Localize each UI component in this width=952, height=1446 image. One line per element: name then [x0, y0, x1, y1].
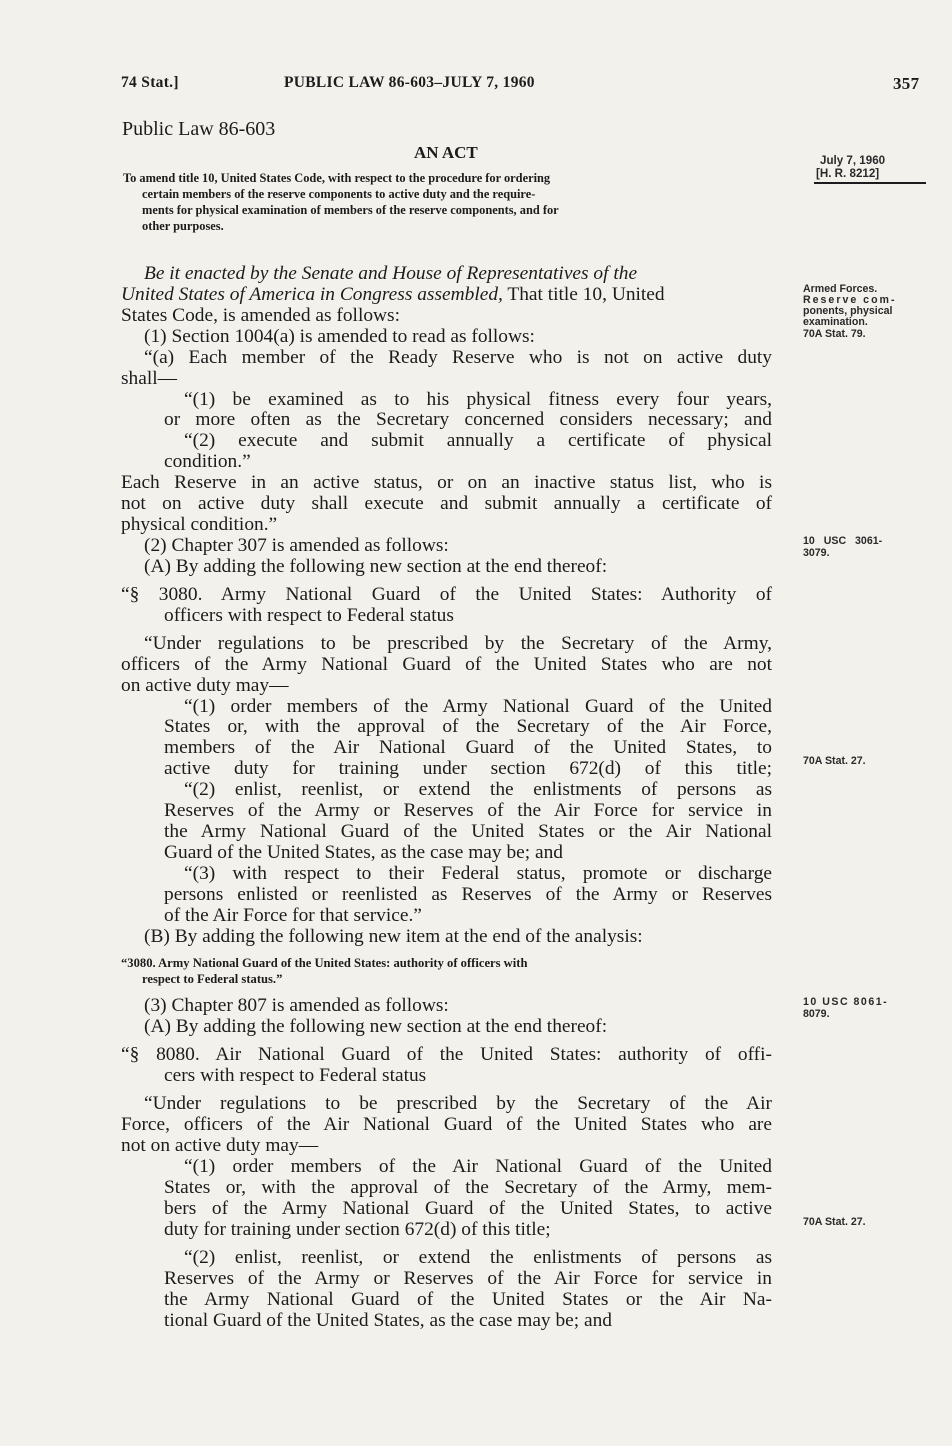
text-line: States Code, is amended as follows: [121, 305, 400, 326]
text-line: “(2) enlist, reenlist, or extend the enlistments of persons as [184, 1247, 772, 1268]
text-line: Force, officers of the Air National Guard of the United States who are [121, 1114, 772, 1135]
text-line: officers of the Army National Guard of the United States who are not [121, 654, 772, 675]
text-line: “Under regulations to be prescribed by the Secretary of the Air [144, 1093, 772, 1114]
purpose-line: To amend title 10, United States Code, with respect to the procedure for ordering [123, 171, 551, 185]
text-line: or more often as the Secretary concerned considers necessary; and [164, 409, 772, 430]
purpose-line: other purposes. [142, 219, 224, 233]
text-line: (A) By adding the following new section at the end thereof: [144, 556, 608, 577]
section-heading: “§ 8080. Air National Guard of the United States: authority of offi- [121, 1044, 772, 1065]
text-line: active duty for training under section 672(d) of this title; [164, 758, 772, 779]
text-line: “(1) order members of the Army National Guard of the United [184, 696, 772, 717]
enacting-roman: That title 10, United [502, 284, 665, 305]
bill-number: [H. R. 8212] [816, 167, 880, 180]
text-line: Reserves of the Army or Reserves of the Air Force for service in [164, 800, 772, 821]
text-line: Reserves of the Army or Reserves of the Air Force for service in [164, 1268, 772, 1289]
text-line: States or, with the approval of the Secretary of the Army, mem- [164, 1177, 772, 1198]
section-heading: “§ 3080. Army National Guard of the United States: Authority of [121, 584, 772, 605]
text-line: (1) Section 1004(a) is amended to read as follows: [144, 326, 535, 347]
note-line: examination. [803, 316, 868, 328]
text-line: “(1) be examined as to his physical fitness every four years, [184, 389, 772, 410]
enacting-clause: Be it enacted by the Senate and House of Representatives of the [144, 263, 638, 284]
text-line: the Army National Guard of the United States or the Air National [164, 821, 772, 842]
text-line: “(3) with respect to their Federal status, promote or discharge [184, 863, 772, 884]
text-line: “(2) enlist, reenlist, or extend the enlistments of persons as [184, 779, 772, 800]
text-line: persons enlisted or reenlisted as Reserves of the Army or Reserves [164, 884, 772, 905]
note-line: 10 USC 8061- [803, 996, 889, 1008]
section-heading: cers with respect to Federal status [164, 1065, 427, 1086]
public-law-number: Public Law 86-603 [122, 118, 276, 140]
note-line: 8079. [803, 1008, 830, 1020]
enacting-italic: United States of America in Congress assembled, [121, 284, 503, 305]
text-line: tional Guard of the United States, as the case may be; and [164, 1310, 613, 1331]
note-line: 10 USC 3061- [803, 535, 883, 547]
volume-reference: 74 Stat.] [121, 74, 179, 91]
note-line: 70A Stat. 79. [803, 328, 866, 340]
note-line: 3079. [803, 547, 830, 559]
stat-reference: 70A Stat. 27. [803, 1216, 866, 1228]
stat-reference: 70A Stat. 27. [803, 755, 866, 767]
text-line: physical condition.” [121, 514, 278, 535]
purpose-line: certain members of the reserve components to active duty and the require- [142, 187, 536, 201]
text-line: the Army National Guard of the United States or the Air Na- [164, 1289, 772, 1310]
act-label: AN ACT [414, 143, 478, 162]
analysis-item: “3080. Army National Guard of the United States: authority of officers with [121, 956, 528, 970]
enacting-clause [121, 284, 665, 306]
text-line: not on active duty shall execute and submit annually a certificate of [121, 493, 772, 514]
purpose-line: ments for physical examination of members of the reserve components, and for [142, 203, 559, 217]
text-line: “(2) execute and submit annually a certificate of physical [184, 430, 772, 451]
section-heading: officers with respect to Federal status [164, 605, 454, 626]
text-line: (A) By adding the following new section at the end thereof: [144, 1016, 608, 1037]
enactment-date: July 7, 1960 [820, 154, 886, 167]
text-line: “Under regulations to be prescribed by the Secretary of the Army, [144, 633, 772, 654]
text-line: on active duty may— [121, 675, 289, 696]
text-line: shall— [121, 368, 178, 389]
text-line: (2) Chapter 307 is amended as follows: [144, 535, 449, 556]
note-line: Armed Forces. [803, 283, 878, 295]
text-line: Guard of the United States, as the case may be; and [164, 842, 563, 863]
text-line: (3) Chapter 807 is amended as follows: [144, 995, 449, 1016]
running-title: PUBLIC LAW 86-603–JULY 7, 1960 [284, 74, 535, 91]
text-line: “(a) Each member of the Ready Reserve who is not on active duty [144, 347, 772, 368]
note-line: Reserve com- [803, 294, 897, 306]
text-line: condition.” [164, 451, 251, 472]
note-line: ponents, physical [803, 305, 893, 317]
text-line: (B) By adding the following new item at the end of the analysis: [144, 926, 643, 947]
text-line: of the Air Force for that service.” [164, 905, 422, 926]
text-line: not on active duty may— [121, 1135, 319, 1156]
text-line: duty for training under section 672(d) of this title; [164, 1219, 551, 1240]
text-line: “(1) order members of the Air National Guard of the United [184, 1156, 772, 1177]
text-line: Each Reserve in an active status, or on an inactive status list, who is [121, 472, 772, 493]
margin-rule [814, 182, 926, 184]
page-number: 357 [893, 74, 920, 93]
text-line: States or, with the approval of the Secretary of the Air Force, [164, 716, 772, 737]
text-line: bers of the Army National Guard of the United States, to active [164, 1198, 772, 1219]
analysis-item: respect to Federal status.” [142, 972, 283, 986]
text-line: members of the Air National Guard of the United States, to [164, 737, 772, 758]
